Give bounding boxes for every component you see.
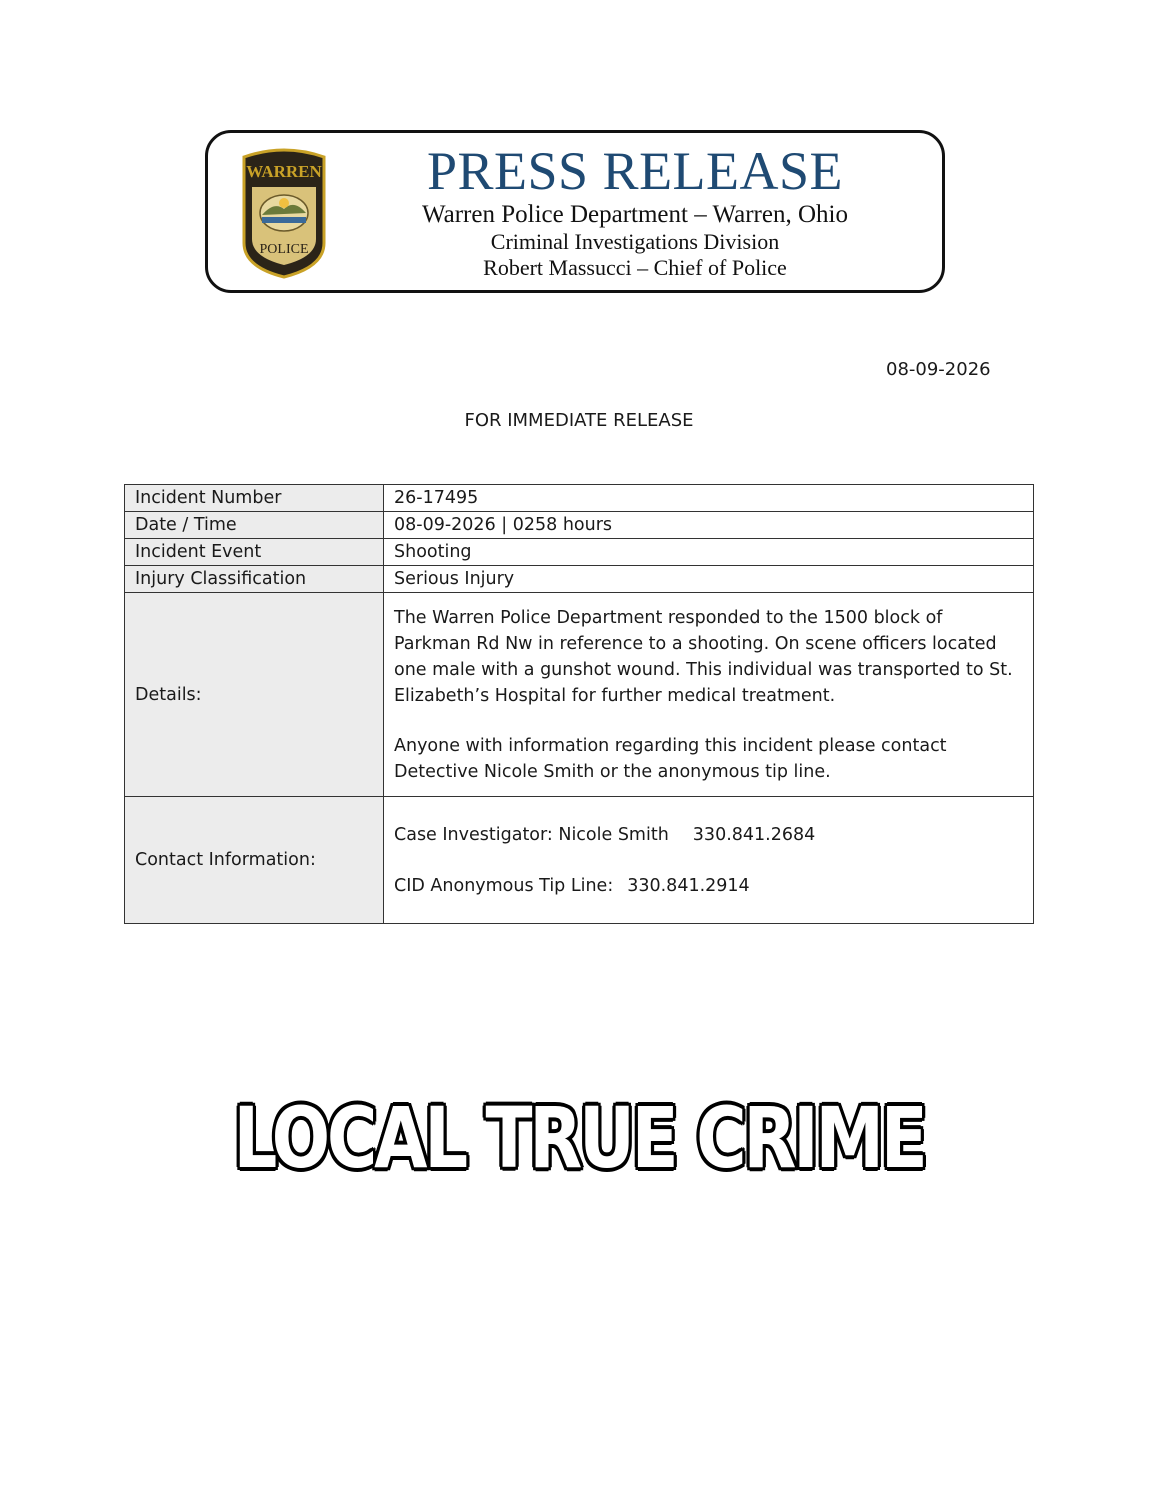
table-row	[125, 797, 1034, 924]
footer-caption: LOCAL TRUE CRIME	[233, 1089, 925, 1187]
tipline-phone: 330.841.2914	[627, 875, 750, 896]
injury-classification-value: Serious Injury	[384, 566, 1034, 593]
chief-name: Robert Massucci – Chief of Police	[483, 255, 787, 280]
tipline-label: CID Anonymous Tip Line:	[394, 875, 614, 896]
header-text-block	[338, 133, 932, 281]
details-paragraph-1: The Warren Police Department responded to the 1500 block of Parkman Rd Nw in reference to a shooting. On scene officers located one male with a gunshot wound. This individual was transported to St. Elizabeth’s Hospital for further medical treatment.	[394, 607, 1013, 706]
details-value	[384, 593, 1034, 797]
contact-label: Contact Information:	[125, 797, 384, 924]
injury-classification-label: Injury Classification	[125, 566, 384, 593]
police-badge-icon	[238, 147, 330, 279]
incident-table	[124, 484, 1034, 924]
incident-number-label: Incident Number	[125, 485, 384, 512]
release-label: FOR IMMEDIATE RELEASE	[464, 410, 694, 431]
incident-number-value: 26-17495	[384, 485, 1034, 512]
incident-event-value: Shooting	[384, 539, 1034, 566]
date-time-label: Date / Time	[125, 512, 384, 539]
badge-bottom-text: POLICE	[259, 242, 309, 257]
table-row	[125, 593, 1034, 797]
division-name: Criminal Investigations Division	[490, 229, 780, 254]
incident-event-label: Incident Event	[125, 539, 384, 566]
department-name: Warren Police Department – Warren, Ohio	[422, 201, 848, 228]
badge-top-text: WARREN	[246, 162, 322, 181]
release-date: 08-09-2026	[886, 359, 991, 380]
details-label: Details:	[125, 593, 384, 797]
press-release-title: PRESS RELEASE	[426, 141, 844, 201]
table-row	[125, 539, 1034, 566]
press-release-header	[205, 130, 945, 293]
investigator-phone: 330.841.2684	[692, 824, 816, 845]
investigator-line	[394, 822, 1023, 848]
table-row	[125, 485, 1034, 512]
details-paragraph-2: Anyone with information regarding this incident please contact Detective Nicole Smith or the anonymous tip line.	[394, 735, 947, 782]
table-row	[125, 566, 1034, 593]
tipline-line	[394, 873, 1023, 899]
table-row	[125, 512, 1034, 539]
contact-value	[384, 797, 1034, 924]
date-time-value: 08-09-2026 | 0258 hours	[384, 512, 1034, 539]
investigator-label: Case Investigator: Nicole Smith	[394, 824, 669, 845]
